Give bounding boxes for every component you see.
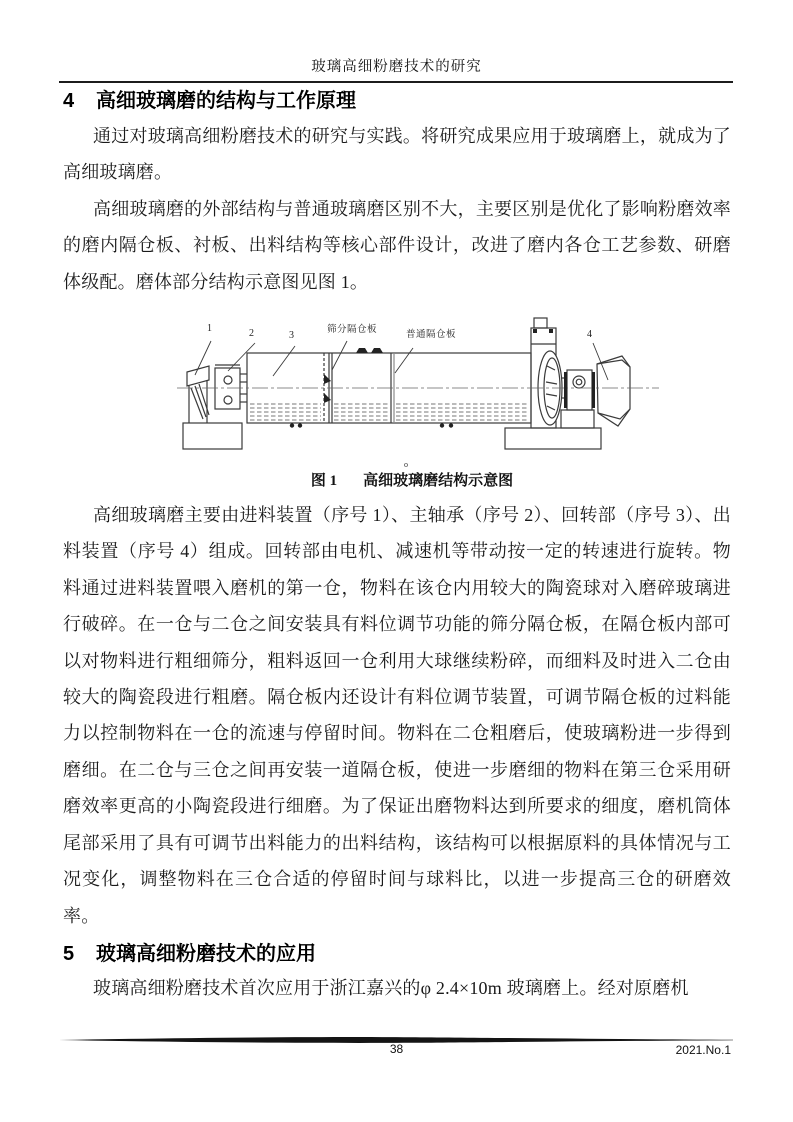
running-header-title: 玻璃高细粉磨技术的研究	[311, 59, 482, 75]
header-divider	[59, 81, 733, 83]
paragraph-working-principle: 高细玻璃磨主要由进料装置（序号 1）、主轴承（序号 2）、回转部（序号 3）、出料装置（序号 4）组成。回转部由电机、减速机等带动按一定的转速进行旋转。物料通过进料装置喂入磨机的第一仓，物料在该仓内用较大的陶瓷球对入磨碎玻璃进行破碎。在一仓与二仓之间安装具有料位调节功能的筛分隔仓板，在隔仓板内部可以对物料进行粗细筛分，粗料返回一仓利用大球继续粉碎，而细料及时进入二仓由较大的陶瓷段进行粗磨。隔仓板内还设计有料位调节装置，可调节隔仓板的过料能力以控制物料在一仓的流速与停留时间。物料在二仓粗磨后，使玻璃粉进一步得到磨细。在二仓与三仓之间再安装一道隔仓板，使进一步磨细的物料在第三仓采用研磨效率更高的小陶瓷段进行细磨。为了保证出磨物料达到所要求的细度，磨机筒体尾部采用了具有可调节出料能力的出料结构，该结构可以根据原料的具体情况与工况变化，调整物料在三仓合适的停留时间与球料比，以进一步提高三仓的研磨效率。	[63, 505, 731, 926]
section-5-number: 5	[63, 942, 75, 965]
paragraph-structure-overview: 高细玻璃磨的外部结构与普通玻璃磨区别不大，主要区别是优化了影响粉磨效率的磨内隔仓板、衬板、出料结构等核心部件设计，改进了磨内各仓工艺参数、研磨体级配。磨体部分结构示意图见图 1。	[63, 198, 731, 292]
page-number: 38	[389, 1042, 404, 1056]
page-body	[63, 86, 731, 1006]
figure-1-caption	[63, 469, 731, 493]
figure-label-rotating-part: 3	[289, 330, 294, 342]
figure-label-sieve-partition: 筛分隔仓板	[327, 325, 378, 336]
figure-label-discharge-device: 4	[587, 329, 592, 341]
section-4-heading	[63, 86, 731, 116]
figure-1-mill-diagram	[175, 316, 665, 461]
section-4-number: 4	[63, 90, 75, 112]
section-4-title: 高细玻璃磨的结构与工作原理	[96, 90, 356, 112]
paragraph-application: 玻璃高细粉磨技术首次应用于浙江嘉兴的φ 2.4×10m 玻璃磨上。经对原磨机	[93, 977, 689, 998]
figure-caption-title: 高细玻璃磨结构示意图	[363, 473, 514, 490]
figure-caption-tag: 图 1	[310, 473, 338, 490]
section-5-heading	[63, 938, 731, 970]
issue-label: 2021.No.1	[675, 1043, 731, 1057]
figure-1-caption-block	[63, 461, 731, 493]
figure-label-main-bearing: 2	[249, 328, 254, 340]
figure-label-feed-device: 1	[207, 323, 212, 335]
section-5-title: 玻璃高细粉磨技术的应用	[96, 942, 316, 965]
figure-label-ordinary-partition: 普通隔仓板	[406, 330, 457, 341]
figure-micro-mark: o	[404, 460, 408, 470]
paragraph-intro: 通过对玻璃高细粉磨技术的研究与实践。将研究成果应用于玻璃磨上，就成为了高细玻璃磨。	[63, 126, 731, 183]
